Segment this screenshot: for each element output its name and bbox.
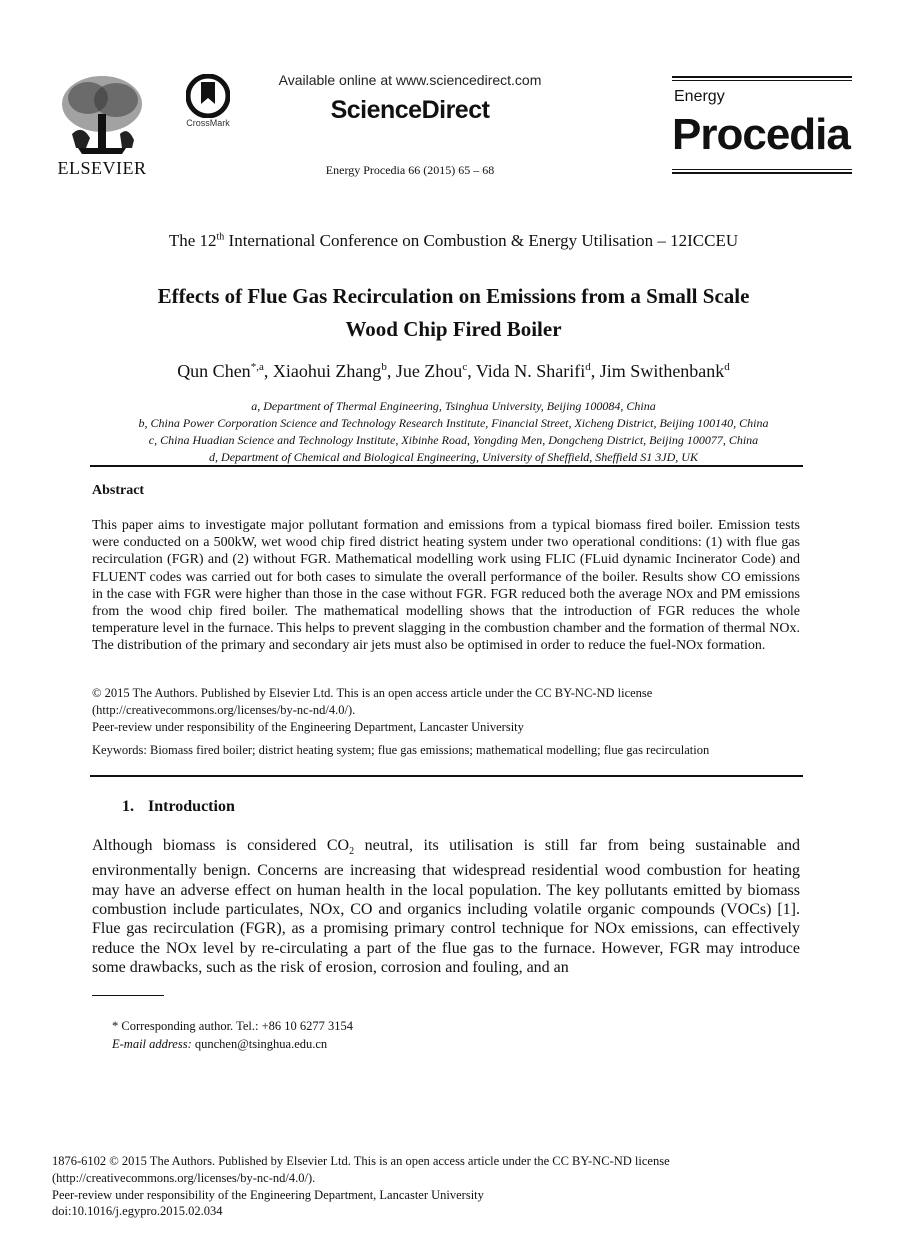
crossmark-icon (186, 74, 230, 118)
author-name: Vida N. Sharifi (475, 361, 586, 381)
author[interactable] (396, 361, 467, 381)
affiliation-item: c, China Huadian Science and Technology Institute, Xibinhe Road, Yongding Men, Dongcheng District, Beijing 100077, China (148, 433, 759, 447)
intro-text-part: neutral, its utilisation is still far from being sustainable and environmentally benign. Concerns are increasing that widespread residential wood combustion for heating may have an adverse effect on human health in the local population. The key pollutants emitted by biomass combustion include particulates, NOx, CO and organics including volatile organic compounds (VOCs) [1]. Flue gas recirculation (FGR), as a promising primary control technique for NOx emissions, can effectively reduce the NOx level by re-circulating a part of the flue gas to the furnace. However, FGR may introduce some drawbacks, such as the risk of erosion, corrosion and fouling, and an (92, 837, 801, 976)
copyright-line: © 2015 The Authors. Published by Elsevier Ltd. This is an open access article under the CC BY-NC-ND license (92, 686, 653, 700)
sciencedirect-wordmark: ScienceDirect (330, 96, 490, 124)
affiliation-item: d, Department of Chemical and Biological Engineering, University of Sheffield, Sheffield S1 3JD, UK (209, 450, 698, 464)
author-affiliation-mark: b (381, 361, 387, 373)
footnote-divider (92, 995, 164, 996)
doi-link[interactable]: doi:10.1016/j.egypro.2015.02.034 (52, 1204, 223, 1219)
author-affiliation-mark: d (724, 361, 730, 373)
author[interactable] (177, 361, 264, 381)
author-separator: , (386, 361, 396, 381)
journal-name-small: Energy (674, 88, 725, 105)
keywords-line: Keywords: Biomass fired boiler; district heating system; flue gas emissions; mathematical modelling; flue gas recirculation (92, 743, 710, 757)
email-line (112, 1036, 802, 1054)
author-separator: , (590, 361, 600, 381)
author-name: Qun Chen (177, 361, 251, 381)
section-number: 1. (122, 798, 134, 815)
author[interactable] (273, 361, 387, 381)
author-affiliation-mark: c (462, 361, 468, 373)
paper-title (90, 280, 817, 346)
author-affiliation-mark: *,a (250, 361, 264, 373)
author-name: Jue Zhou (395, 361, 463, 381)
corresponding-author: * Corresponding author. Tel.: +86 10 6277 3154 (112, 1019, 353, 1033)
section-title: Introduction (148, 798, 235, 815)
masthead-rule-bottom-thin (672, 169, 852, 170)
conference-line (60, 231, 847, 251)
abstract-heading: Abstract (92, 483, 145, 498)
journal-name-large: Procedia (672, 110, 850, 159)
author-separator: , (263, 361, 273, 381)
available-online-text: Available online at www.sciencedirect.com (278, 72, 542, 88)
article-meta-footer (52, 1153, 812, 1220)
author[interactable] (476, 361, 591, 381)
elsevier-tree-icon (58, 74, 146, 158)
license-link[interactable]: (http://creativecommons.org/licenses/by-nc-nd/4.0/). (92, 703, 356, 717)
elsevier-wordmark: ELSEVIER (57, 158, 147, 178)
author-name: Xiaohui Zhang (272, 361, 382, 381)
section-heading-introduction (122, 798, 235, 816)
crossmark-badge[interactable] (178, 74, 238, 134)
affiliation-item: b, China Power Corporation Science and Technology Research Institute, Financial Street, Xicheng District, Beijing 100140, China (138, 416, 769, 430)
conference-suffix: International Conference on Combustion & Energy Utilisation – 12ICCEU (224, 231, 739, 250)
author-name: Jim Swithenbank (599, 361, 725, 381)
author[interactable] (600, 361, 730, 381)
divider-bottom (90, 775, 803, 777)
affiliation-list (60, 398, 847, 466)
conference-ordinal: th (216, 231, 225, 243)
masthead-rule-top-thin (672, 80, 852, 81)
issn-copyright-line: 1876-6102 © 2015 The Authors. Published by Elsevier Ltd. This is an open access article under the CC BY-NC-ND license (52, 1154, 670, 1168)
divider-top (90, 465, 803, 467)
title-line-2: Wood Chip Fired Boiler (345, 317, 562, 341)
journal-citation: Energy Procedia 66 (2015) 65 – 68 (325, 163, 495, 177)
co2-subscript: 2 (349, 846, 355, 858)
crossmark-label: CrossMark (186, 118, 230, 128)
title-line-1: Effects of Flue Gas Recirculation on Emissions from a Small Scale (157, 284, 750, 308)
license-link[interactable]: (http://creativecommons.org/licenses/by-nc-nd/4.0/). (52, 1170, 316, 1185)
email-label: E-mail address: (112, 1036, 192, 1051)
author-separator: , (467, 361, 476, 381)
masthead-rule-bottom (672, 172, 852, 174)
copyright-notice (92, 685, 800, 736)
author-list (60, 361, 847, 382)
intro-text-part: Although biomass is considered CO (92, 837, 350, 854)
author-affiliation-mark: d (585, 361, 591, 373)
elsevier-logo (52, 74, 152, 178)
affiliation-item: a, Department of Thermal Engineering, Tsinghua University, Beijing 100084, China (251, 399, 656, 413)
footnote (112, 1018, 802, 1053)
introduction-body (92, 836, 800, 977)
masthead-rule-top (672, 76, 852, 78)
peer-review-note: Peer-review under responsibility of the Engineering Department, Lancaster University (92, 720, 524, 734)
email-address[interactable]: qunchen@tsinghua.edu.cn (191, 1036, 328, 1051)
journal-masthead (672, 76, 852, 176)
conference-prefix: The 12 (168, 231, 217, 250)
peer-review-note: Peer-review under responsibility of the Engineering Department, Lancaster University (52, 1187, 484, 1202)
abstract-body: This paper aims to investigate major pollutant formation and emissions from a typical biomass fired boiler. Emission tests were conducted on a 500kW, wet wood chip fired district heating system under two operational conditions: (1) with flue gas recirculation (FGR) and (2) without FGR. Mathematical modelling work using FLIC (FLuid dynamic Incinerator Code) and FLUENT codes was carried out for both cases to simulate the overall performance of the boiler. Results show CO emissions in the case with FGR were higher than those in the case without FGR. FGR reduced both the average NOx and PM emissions from the wood chip fired boiler. The mathematical modelling shows that the introduction of FGR reduces the whole temperature level in the furnace. This helps to prevent slagging in the combustion chamber and the formation of thermal NOx. The distribution of the primary and secondary air jets must also be optimised in order to reduce the fuel-NOx formation. (92, 518, 800, 654)
